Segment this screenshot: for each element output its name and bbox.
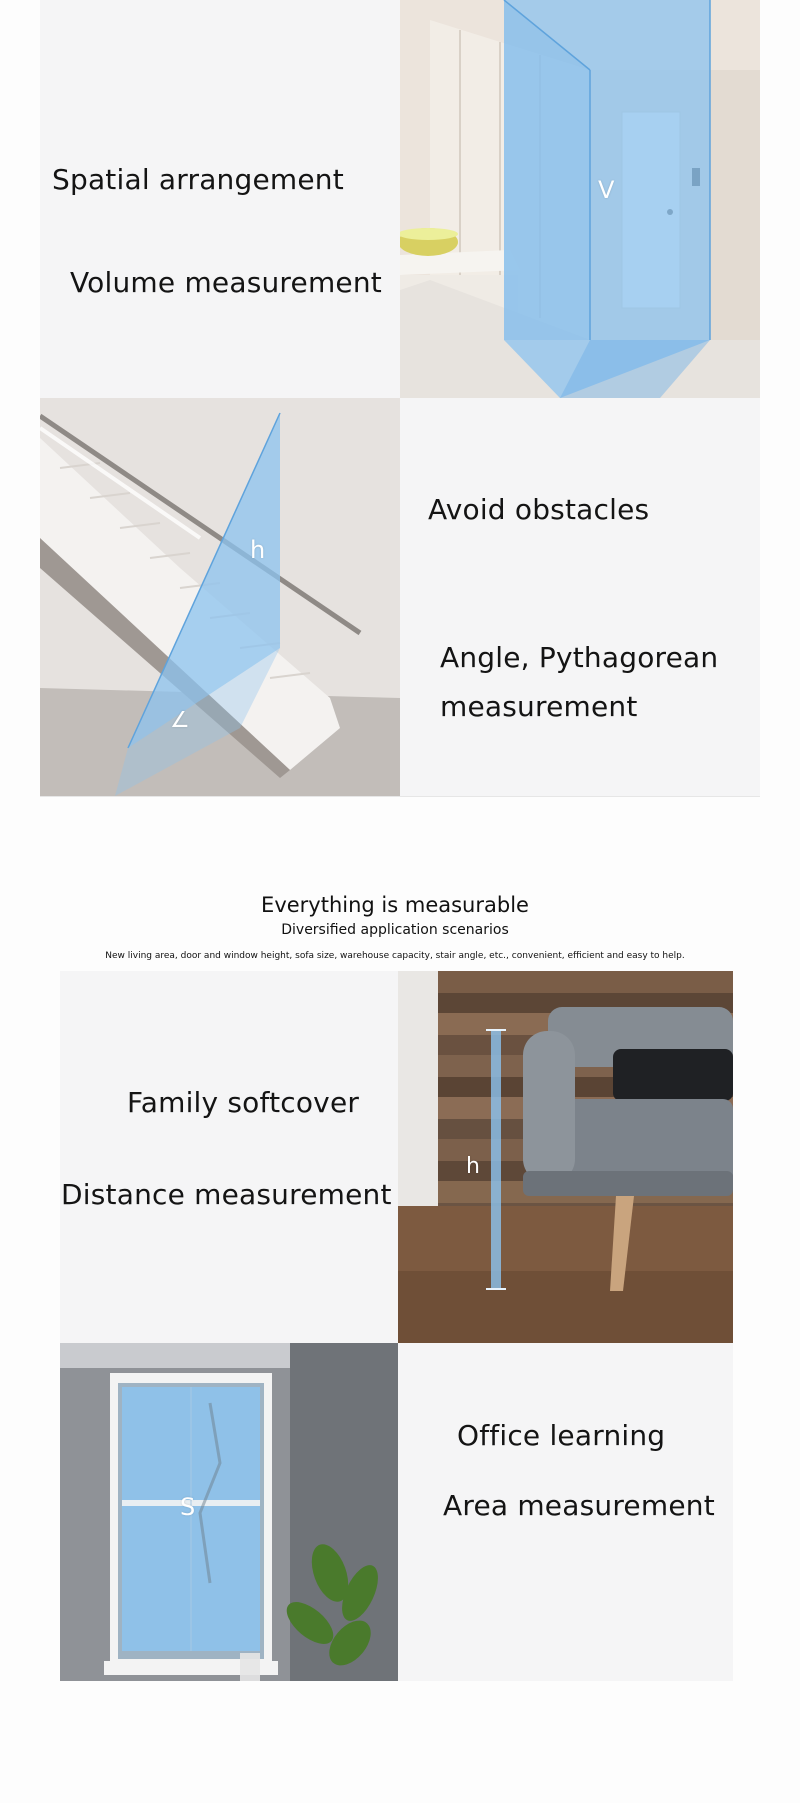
staircase-angle-photo xyxy=(40,398,400,796)
area-measurement-label: Area measurement xyxy=(443,1489,715,1522)
height-measure-top-tick xyxy=(486,1029,506,1031)
hallway-volume-photo xyxy=(400,0,760,398)
avoid-obstacles-panel xyxy=(400,398,760,796)
stair-height-symbol: h xyxy=(250,536,266,564)
volume-symbol: V xyxy=(598,176,615,204)
volume-measurement-label: Volume measurement xyxy=(70,266,382,299)
window-area-symbol: S xyxy=(180,1493,196,1521)
height-measure-bottom-tick xyxy=(486,1288,506,1290)
office-learning-panel xyxy=(398,1343,733,1681)
window-area-photo xyxy=(60,1343,398,1681)
page-subheading: Diversified application scenarios xyxy=(281,922,509,938)
stair-angle-symbol: ∠ xyxy=(170,708,190,733)
page-heading: Everything is measurable xyxy=(261,893,529,917)
spatial-arrangement-panel xyxy=(40,0,400,398)
page-description: New living area, door and window height, sofa size, warehouse capacity, stair angle, etc., convenient, efficient and easy to help. xyxy=(105,951,685,961)
height-measure-bar xyxy=(491,1031,501,1289)
spatial-arrangement-label: Spatial arrangement xyxy=(52,163,344,196)
section-divider xyxy=(40,796,760,797)
office-learning-label: Office learning xyxy=(457,1419,666,1452)
avoid-obstacles-label: Avoid obstacles xyxy=(428,493,650,526)
family-softcover-panel xyxy=(60,971,398,1343)
distance-measurement-label: Distance measurement xyxy=(61,1178,392,1211)
sofa-distance-photo xyxy=(398,971,733,1343)
family-softcover-label: Family softcover xyxy=(127,1086,360,1119)
sofa-height-symbol: h xyxy=(466,1154,480,1179)
angle-pythagorean-label: Angle, Pythagorean xyxy=(440,641,719,674)
angle-measurement-label: measurement xyxy=(440,690,638,723)
